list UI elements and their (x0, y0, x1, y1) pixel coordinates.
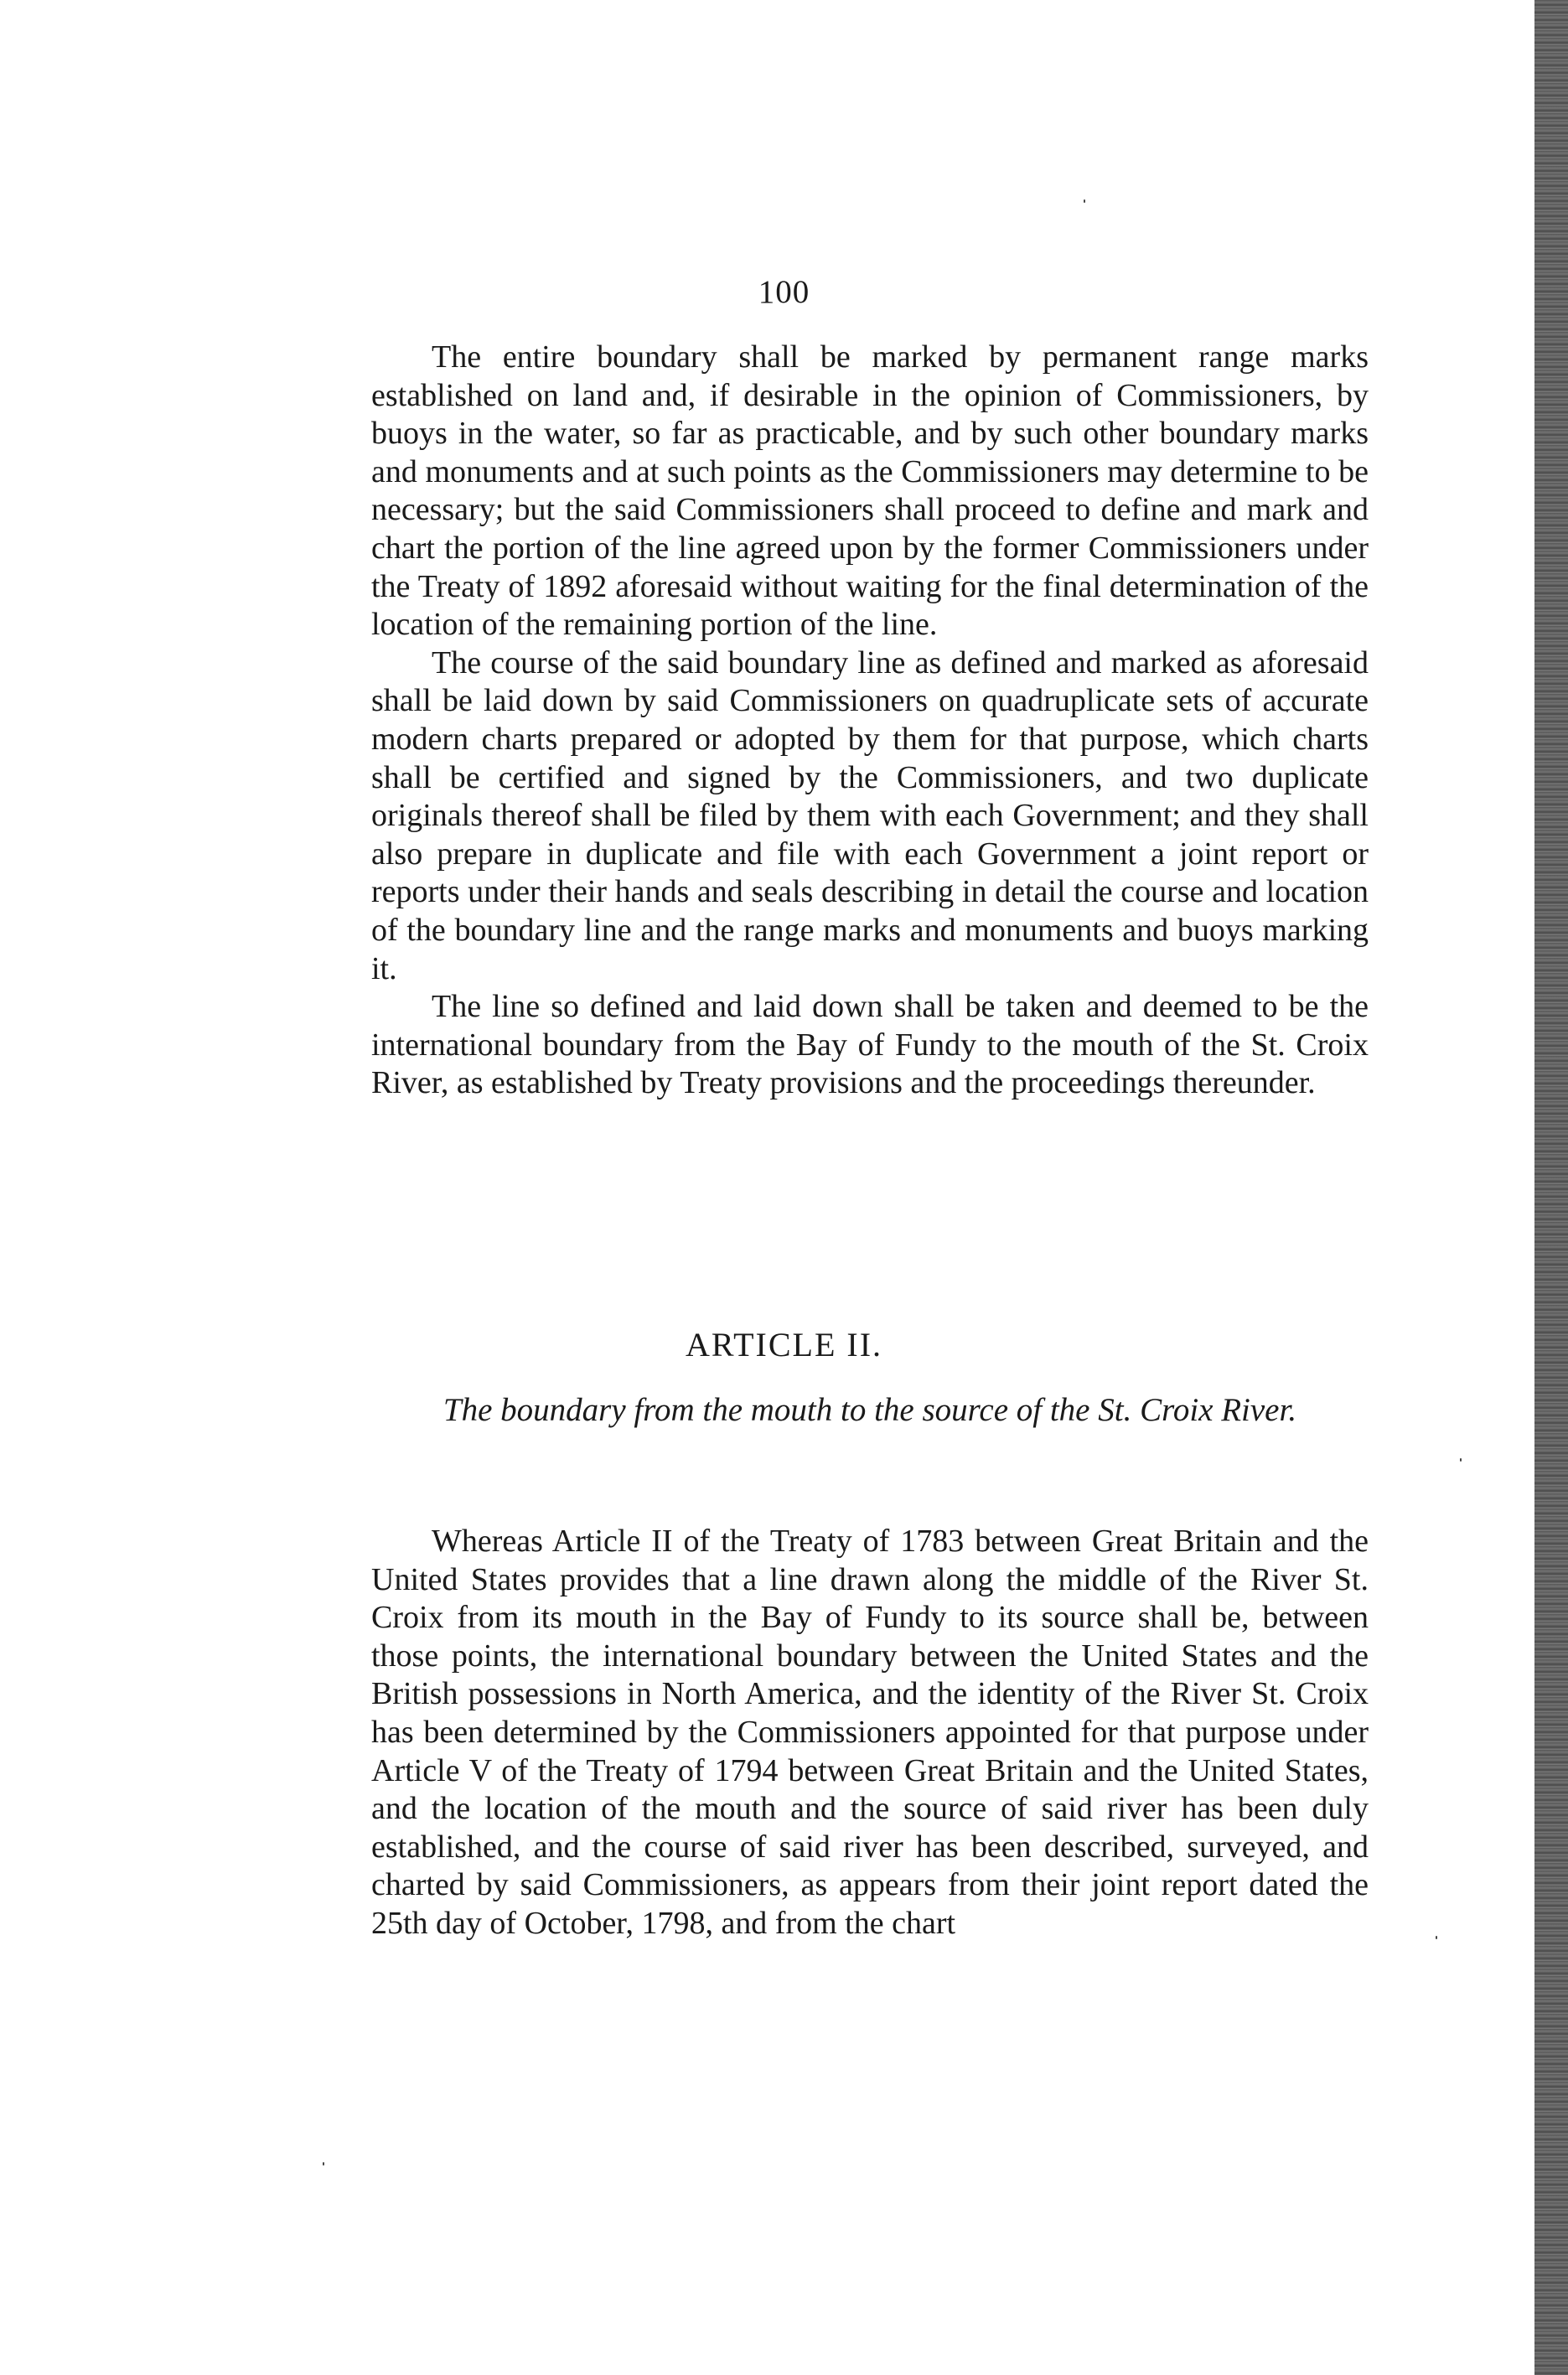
article-subtitle: The boundary from the mouth to the source of the St. Croix River. (442, 1392, 1297, 1428)
scan-speck (1460, 1458, 1462, 1462)
paragraph: The course of the said boundary line as defined and marked as aforesaid shall be laid down by said Commissioners on quadruplicate sets of accurate modern charts prepared or adopted by them for that purpose, which charts shall be certified and signed by the Commissioners, and two duplicate originals thereof shall be filed by them with each Government; and they shall also prepare in duplicate and file with each Government a joint report or reports under their hands and seals describing in detail the course and location of the boundary line and the range marks and monuments and buoys marking it. (371, 644, 1369, 986)
scanned-page-edge (1529, 0, 1568, 2375)
page-number: 100 (758, 274, 810, 310)
scan-speck (1436, 1936, 1437, 1939)
paragraph: The entire boundary shall be marked by permanent range marks established on land and, if desirable in the opinion of Commissioners, by buoys in the water, so far as practicable, and by such other boundary marks and monuments and at such points as the Commissioners may determine to be necessary; but the said Commissioners shall proceed to define and mark and chart the portion of the line agreed upon by the former Commissioners under the Treaty of 1892 aforesaid without waiting for the final determination of the location of the remaining portion of the line. (371, 339, 1369, 643)
article-heading: ARTICLE II. (685, 1326, 883, 1363)
scan-speck (1084, 199, 1085, 203)
paragraph: The line so defined and laid down shall be taken and deemed to be the international boundary from the Bay of Fundy to the mouth of the St. Croix River, as established by Treaty provisions and the proceedings thereunder. (371, 989, 1369, 1101)
paragraph: Whereas Article II of the Treaty of 1783 between Great Britain and the United States provides that a line drawn along the middle of the River St. Croix from its mouth in the Bay of Fundy to its source shall be, between those points, the international boundary between the United States and the British possessions in North America, and the identity of the River St. Croix has been determined by the Commissioners appointed for that purpose under Article V of the Treaty of 1794 between Great Britain and the United States, and the location of the mouth and the source of said river has been duly established, and the course of said river has been described, surveyed, and charted by said Commissioners, as appears from their joint report dated the 25th day of October, 1798, and from the chart (371, 1524, 1369, 1941)
body-text-bottom (371, 1523, 1369, 1943)
scan-speck (323, 2162, 324, 2165)
body-text-top (371, 339, 1369, 1103)
